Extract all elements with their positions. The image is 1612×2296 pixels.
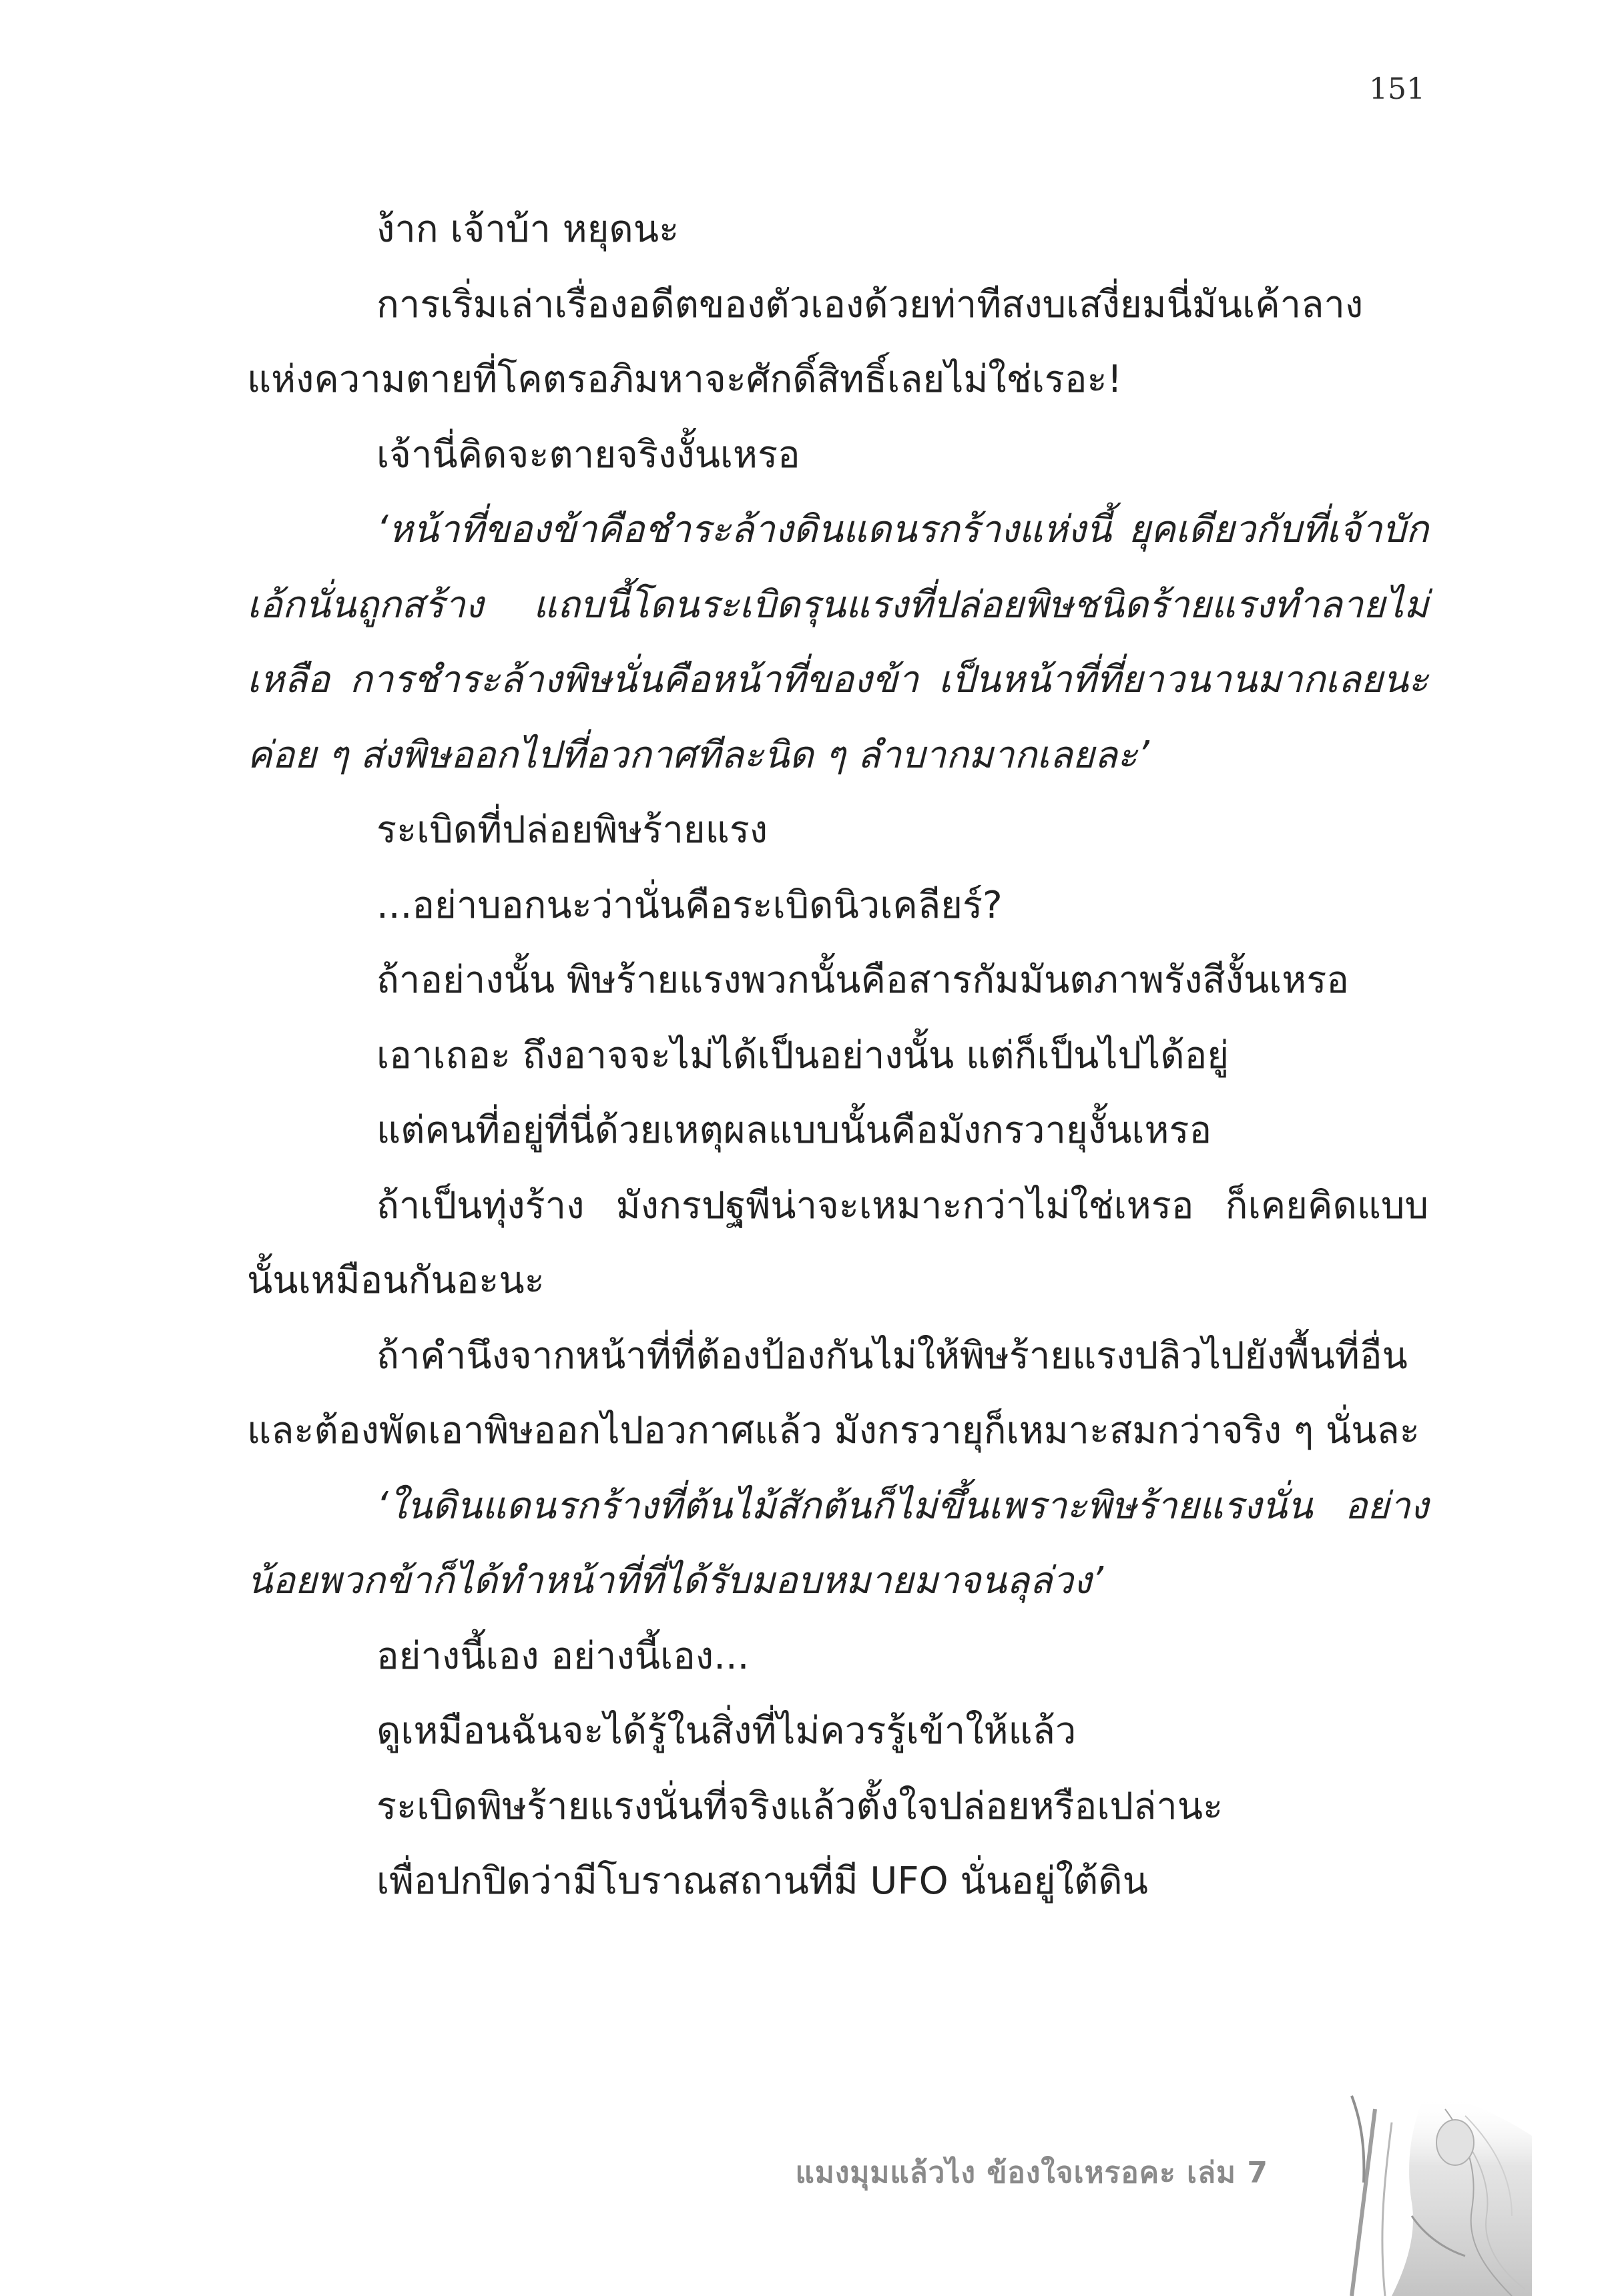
book-title-footer: แมงมุมแล้วไง ข้องใจเหรอคะ เล่ม 7 xyxy=(795,2156,1268,2190)
paragraph: เจ้านี่คิดจะตายจริงงั้นเหรอ xyxy=(376,433,800,477)
paragraph-dialogue: ‘ในดินแดนรกร้างที่ต้นไม้สักต้นก็ไม่ขึ้นเพราะพิษร้ายแรงนั่น อย่างน้อยพวกข้าก็ได้ทำหน้าที่ที่ได้รับมอบหมายมาจนลุล่วง’ xyxy=(247,1484,1428,1603)
paragraph: ถ้าเป็นทุ่งร้าง มังกรปฐพีน่าจะเหมาะกว่าไม่ใช่เหรอ ก็เคยคิดแบบนั้นเหมือนกันอะนะ xyxy=(247,1183,1428,1302)
page-number: 151 xyxy=(1369,72,1425,106)
paragraph: ระเบิดที่ปล่อยพิษร้ายแรง xyxy=(376,808,768,852)
paragraph: ดูเหมือนฉันจะได้รู้ในสิ่งที่ไม่ควรรู้เข้าให้แล้ว xyxy=(376,1709,1077,1753)
paragraph-dialogue: ‘หน้าที่ของข้าคือชำระล้างดินแดนรกร้างแห่งนี้ ยุคเดียวกับที่เจ้าบักเอ้กนั่นถูกสร้าง แถบนี้โดนระเบิดรุนแรงที่ปล่อยพิษชนิดร้ายแรงทำลายไม่เหลือ การชำระล้างพิษนั่นคือหน้าที่ของข้า เป็นหน้าที่ที่ยาวนานมากเลยนะ ค่อย ๆ ส่งพิษออกไปที่อวกาศทีละนิด ๆ ลำบากมากเลยละ’ xyxy=(247,508,1428,777)
paragraph: อย่างนี้เอง อย่างนี้เอง... xyxy=(376,1634,750,1678)
body-text xyxy=(247,192,1428,1920)
character-illustration-icon xyxy=(1312,2082,1532,2296)
page-footer xyxy=(0,2082,1612,2296)
paragraph: ...อย่าบอกนะว่านั่นคือระเบิดนิวเคลียร์? xyxy=(376,883,1003,927)
paragraph: ถ้าคำนึงจากหน้าที่ที่ต้องป้องกันไม่ให้พิษร้ายแรงปลิวไปยังพื้นที่อื่น และต้องพัดเอาพิษออกไปอวกาศแล้ว มังกรวายุก็เหมาะสมกว่าจริง ๆ นั่นละ xyxy=(247,1334,1420,1452)
paragraph: การเริ่มเล่าเรื่องอดีตของตัวเองด้วยท่าทีสงบเสงี่ยมนี่มันเค้าลางแห่งความตายที่โคตรอภิมหาจะศักดิ์สิทธิ์เลยไม่ใช่เรอะ! xyxy=(247,282,1364,401)
paragraph: เพื่อปกปิดว่ามีโบราณสถานที่มี UFO นั่นอยู่ใต้ดิน xyxy=(376,1859,1148,1903)
paragraph: ระเบิดพิษร้ายแรงนั่นที่จริงแล้วตั้งใจปล่อยหรือเปล่านะ xyxy=(376,1784,1224,1828)
paragraph: ง้าก เจ้าบ้า หยุดนะ xyxy=(376,208,680,251)
paragraph: เอาเถอะ ถึงอาจจะไม่ได้เป็นอย่างนั้น แต่ก็เป็นไปได้อยู่ xyxy=(376,1033,1230,1077)
paragraph: แต่คนที่อยู่ที่นี่ด้วยเหตุผลแบบนั้นคือมังกรวายุงั้นเหรอ xyxy=(376,1109,1212,1152)
paragraph: ถ้าอย่างนั้น พิษร้ายแรงพวกนั้นคือสารกัมมันตภาพรังสีงั้นเหรอ xyxy=(376,958,1349,1002)
